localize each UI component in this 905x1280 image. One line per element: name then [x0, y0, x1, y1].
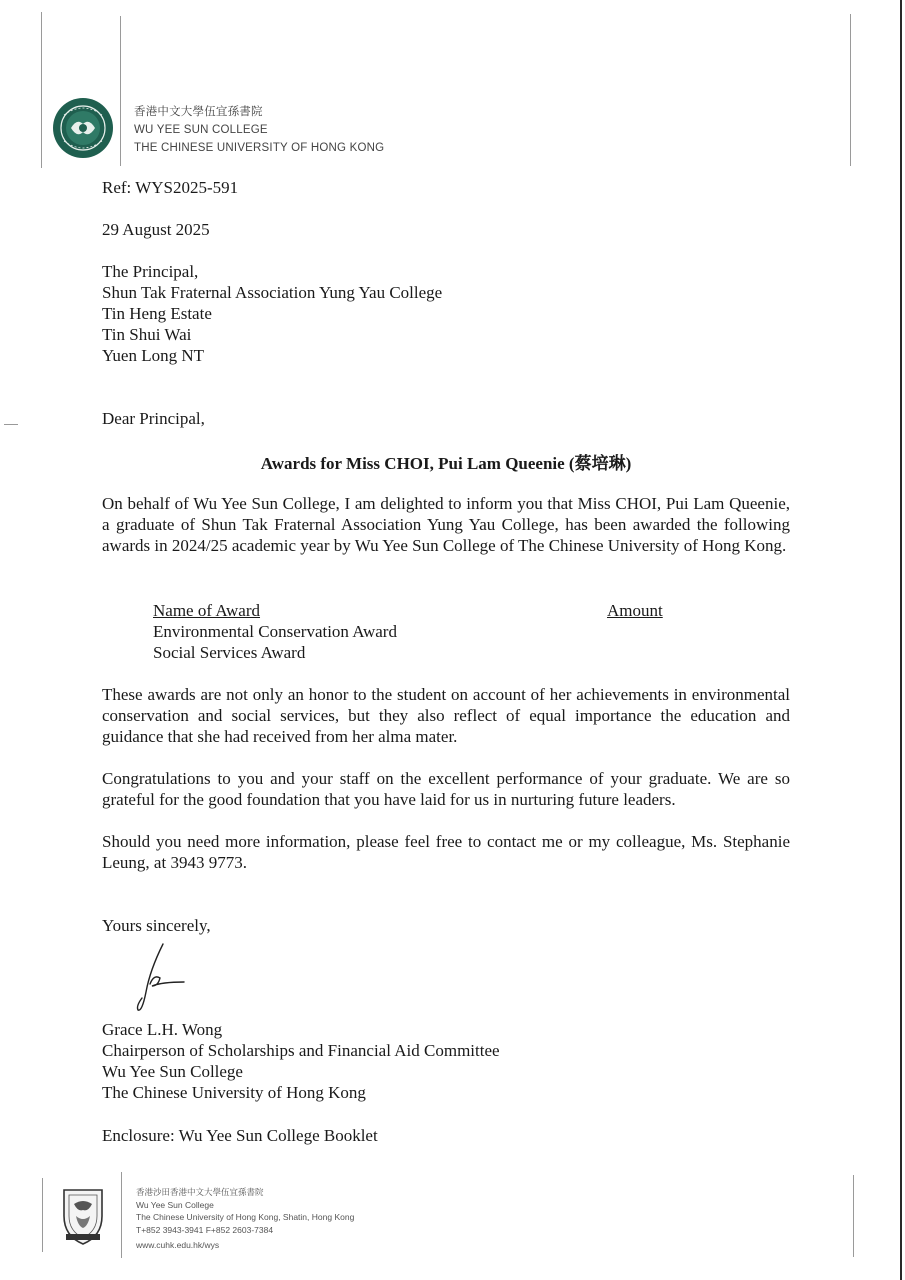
footer-address: The Chinese University of Hong Kong, Shatin, Hong Kong: [136, 1212, 355, 1222]
signatory-block: [102, 1019, 500, 1103]
scan-edge-line: [850, 14, 851, 166]
award-row: Environmental Conservation Award: [153, 622, 397, 641]
scan-edge-line: [121, 1172, 122, 1258]
scan-edge-line: [900, 0, 902, 1280]
paragraph-congratulations: Congratulations to you and your staff on the excellent performance of your graduate. We are so grateful for the good foundation that you have laid for us in nurturing future leaders.: [102, 769, 790, 809]
col-header-amount: Amount: [607, 601, 663, 620]
address-line: Tin Shui Wai: [102, 325, 192, 344]
footer-contact: [136, 1186, 354, 1252]
closing: Yours sincerely,: [102, 916, 211, 935]
college-name: WU YEE SUN COLLEGE: [134, 124, 268, 136]
paragraph-achievements: These awards are not only an honor to the student on account of her achievements in environmental conservation and social services, but they also reflect of equal importance the education and guidance that she had received from her alma mater.: [102, 685, 790, 746]
address-line: Tin Heng Estate: [102, 304, 212, 323]
award-row: Social Services Award: [153, 643, 306, 662]
address-line: Yuen Long NT: [102, 346, 204, 365]
footer-website: www.cuhk.edu.hk/wys: [136, 1240, 220, 1250]
letter-date: 29 August 2025: [102, 220, 210, 239]
scan-edge-line: [41, 12, 42, 168]
address-line: The Principal,: [102, 262, 199, 281]
scan-edge-line: [42, 1178, 43, 1252]
college-crest-icon: [52, 97, 114, 159]
paragraph-contact: Should you need more information, please feel free to contact me or my colleague, Ms. Stephanie Leung, at 3943 9773.: [102, 832, 790, 872]
footer-college: Wu Yee Sun College: [136, 1199, 214, 1210]
awards-table: [153, 600, 673, 663]
signatory-name: Grace L.H. Wong: [102, 1020, 223, 1039]
college-name-chinese: 香港中文大學伍宜孫書院: [134, 106, 263, 118]
signature-image: [128, 940, 198, 1016]
salutation: Dear Principal,: [102, 409, 205, 428]
recipient-address: [102, 261, 442, 366]
letterhead: [134, 103, 384, 157]
footer-address-chinese: 香港沙田香港中文大學伍宜孫書院: [136, 1187, 264, 1197]
cuhk-crest-icon: [60, 1186, 106, 1246]
footer-phone-fax: T+852 3943-3941 F+852 2603-7384: [136, 1224, 274, 1235]
signatory-title: Chairperson of Scholarships and Financial Aid Committee: [102, 1041, 500, 1060]
address-line: Shun Tak Fraternal Association Yung Yau College: [102, 283, 443, 302]
scan-edge-line: [120, 16, 121, 166]
university-name: THE CHINESE UNIVERSITY OF HONG KONG: [134, 142, 385, 154]
enclosure: Enclosure: Wu Yee Sun College Booklet: [102, 1126, 378, 1145]
signatory-org: Wu Yee Sun College: [102, 1062, 243, 1081]
signatory-university: The Chinese University of Hong Kong: [102, 1083, 366, 1102]
paragraph-intro: On behalf of Wu Yee Sun College, I am delighted to inform you that Miss CHOI, Pui Lam Queenie, a graduate of Shun Tak Fraternal Association Yung Yau College, has been awarded the following awards in 2024/25 academic year by Wu Yee Sun College of The Chinese University of Hong Kong.: [102, 494, 790, 555]
letter-subject: Awards for Miss CHOI, Pui Lam Queenie (蔡培琳): [260, 454, 632, 473]
scan-edge-line: [853, 1175, 854, 1257]
ref-number: Ref: WYS2025-591: [102, 178, 239, 197]
col-header-award-name: Name of Award: [153, 601, 261, 620]
scan-mark: [4, 424, 18, 425]
